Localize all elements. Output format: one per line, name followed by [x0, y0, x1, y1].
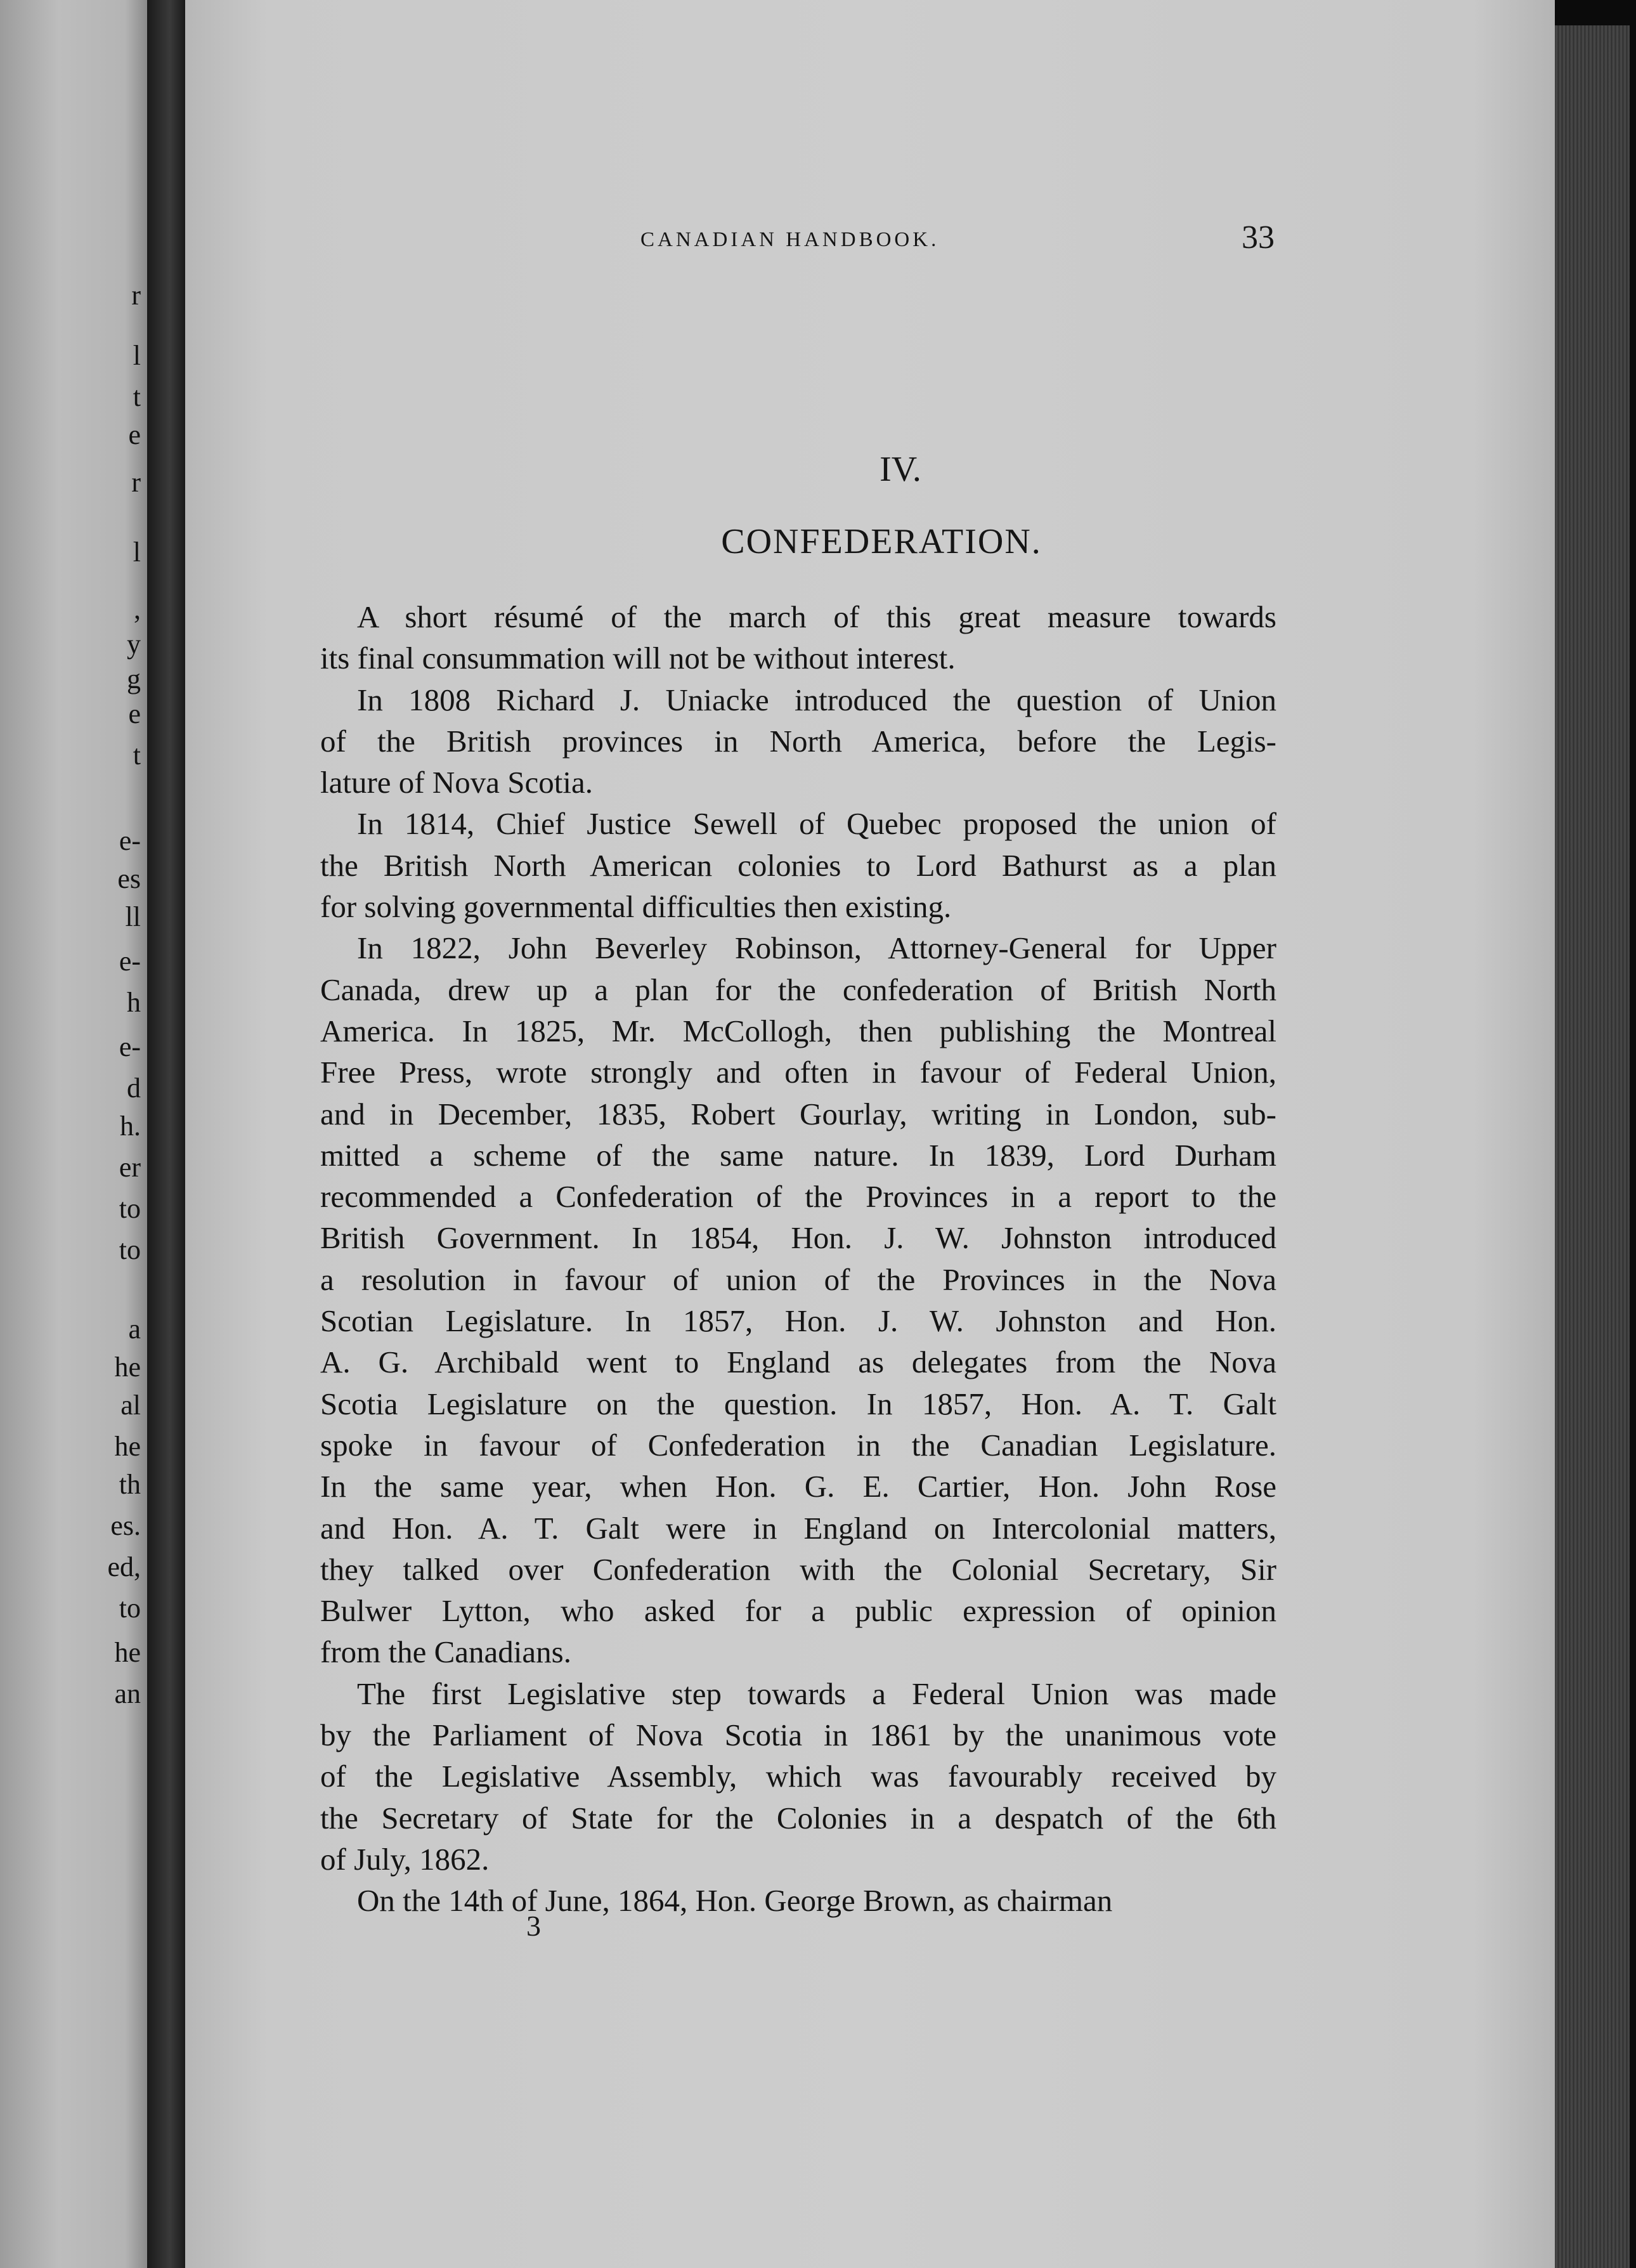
left-page-fragment: r — [131, 467, 141, 498]
left-page-fragment: to — [119, 1593, 141, 1624]
left-page-fragment: , — [134, 594, 141, 625]
text-line: they talked over Confederation with the Colonial Secretary, Sir — [320, 1551, 1276, 1587]
left-page-fragment: e- — [119, 946, 141, 977]
book-gutter — [147, 0, 185, 2268]
left-page-fragment: r — [131, 280, 141, 311]
paragraph — [320, 1673, 1276, 1880]
left-page-fragment: ed, — [107, 1551, 141, 1582]
text-line: the Secretary of State for the Colonies in a despatch of the 6th — [320, 1800, 1276, 1835]
text-line: and Hon. A. T. Galt were in England on Intercolonial matters, — [320, 1510, 1276, 1546]
text-line: A. G. Archibald went to England as delegates from the Nova — [320, 1345, 1276, 1380]
text-line: On the 14th of June, 1864, Hon. George Brown, as chairman — [357, 1883, 1113, 1919]
text-line: and in December, 1835, Robert Gourlay, writing in London, sub- — [320, 1096, 1276, 1131]
text-line: In the same year, when Hon. G. E. Cartier, Hon. John Rose — [320, 1469, 1276, 1504]
chapter-numeral: IV. — [880, 450, 921, 489]
text-line: In 1814, Chief Justice Sewell of Quebec proposed the union of — [357, 806, 1276, 842]
left-facing-page — [0, 0, 147, 2268]
text-line: recommended a Confederation of the Provinces in a report to the — [320, 1179, 1276, 1215]
text-line: the British North American colonies to Lord Bathurst as a plan — [320, 847, 1276, 883]
left-page-fragment: ll — [125, 901, 141, 932]
left-page-fragment: es. — [110, 1510, 141, 1541]
text-line: for solving governmental difficulties then existing. — [320, 889, 952, 925]
left-page-fragment: t — [133, 740, 141, 771]
left-page-fragment: th — [119, 1469, 141, 1500]
left-page-fragment: e- — [119, 1031, 141, 1062]
chapter-title: CONFEDERATION. — [721, 522, 1042, 561]
left-page-fragment: l — [133, 537, 141, 568]
text-line: spoke in favour of Confederation in the Canadian Legislature. — [320, 1427, 1276, 1463]
text-line: In 1808 Richard J. Uniacke introduced the question of Union — [357, 682, 1276, 717]
running-head: CANADIAN HANDBOOK. — [640, 228, 940, 251]
left-page-fragment: al — [120, 1390, 141, 1421]
left-page-fragment: t — [133, 381, 141, 412]
signature-mark: 3 — [526, 1910, 541, 1942]
text-line: Canada, drew up a plan for the confederation of British North — [320, 972, 1276, 1007]
left-page-fragment: he — [114, 1637, 141, 1668]
body-text — [320, 596, 1276, 1922]
paragraph — [320, 927, 1276, 1672]
left-page-fragment: he — [114, 1431, 141, 1462]
page-edges — [1555, 25, 1630, 2268]
left-page-fragment: g — [127, 663, 141, 694]
text-line: Free Press, wrote strongly and often in favour of Federal Union, — [320, 1055, 1276, 1090]
text-line: Scotia Legislature on the question. In 1857, Hon. A. T. Galt — [320, 1386, 1276, 1421]
text-line: Scotian Legislature. In 1857, Hon. J. W. Johnston and Hon. — [320, 1303, 1276, 1339]
text-line: Bulwer Lytton, who asked for a public expression of opinion — [320, 1593, 1276, 1629]
page-number: 33 — [1242, 219, 1275, 256]
text-line: America. In 1825, Mr. McCollogh, then publishing the Montreal — [320, 1013, 1276, 1048]
text-line: A short résumé of the march of this great measure towards — [357, 599, 1276, 634]
left-page-fragment: d — [127, 1072, 141, 1104]
text-line: from the Canadians. — [320, 1634, 571, 1670]
text-line: its final consummation will not be without interest. — [320, 641, 956, 676]
text-line: lature of Nova Scotia. — [320, 765, 593, 800]
left-page-fragment: y — [127, 629, 141, 660]
paragraph — [320, 1880, 1276, 1921]
left-page-fragment: he — [114, 1352, 141, 1383]
left-page-fragment: to — [119, 1193, 141, 1224]
text-line: mitted a scheme of the same nature. In 1839, Lord Durham — [320, 1137, 1276, 1173]
left-page-fragment: h — [127, 987, 141, 1018]
text-line: of the Legislative Assembly, which was favourably received by — [320, 1759, 1276, 1794]
left-page-fragment: e- — [119, 825, 141, 856]
left-page-fragment: er — [119, 1152, 141, 1183]
left-page-fragment: h. — [120, 1111, 141, 1142]
paragraph — [320, 596, 1276, 679]
text-line: In 1822, John Beverley Robinson, Attorney-General for Upper — [357, 930, 1276, 966]
left-page-fragment: an — [114, 1678, 141, 1709]
paragraph — [320, 679, 1276, 804]
text-line: of the British provinces in North America, before the Legis- — [320, 723, 1276, 759]
text-line: a resolution in favour of union of the Provinces in the Nova — [320, 1261, 1276, 1297]
left-page-fragment: es — [117, 863, 141, 894]
text-line: The first Legislative step towards a Federal Union was made — [357, 1676, 1276, 1711]
left-page-fragment: a — [128, 1313, 141, 1345]
text-line: British Government. In 1854, Hon. J. W. Johnston introduced — [320, 1220, 1276, 1256]
left-page-fragment: l — [133, 340, 141, 371]
left-page-fragment: e — [128, 419, 141, 450]
text-line: by the Parliament of Nova Scotia in 1861 by the unanimous vote — [320, 1717, 1276, 1753]
paragraph — [320, 803, 1276, 927]
left-page-fragment: to — [119, 1234, 141, 1265]
left-page-fragment: e — [128, 698, 141, 729]
text-line: of July, 1862. — [320, 1841, 490, 1877]
